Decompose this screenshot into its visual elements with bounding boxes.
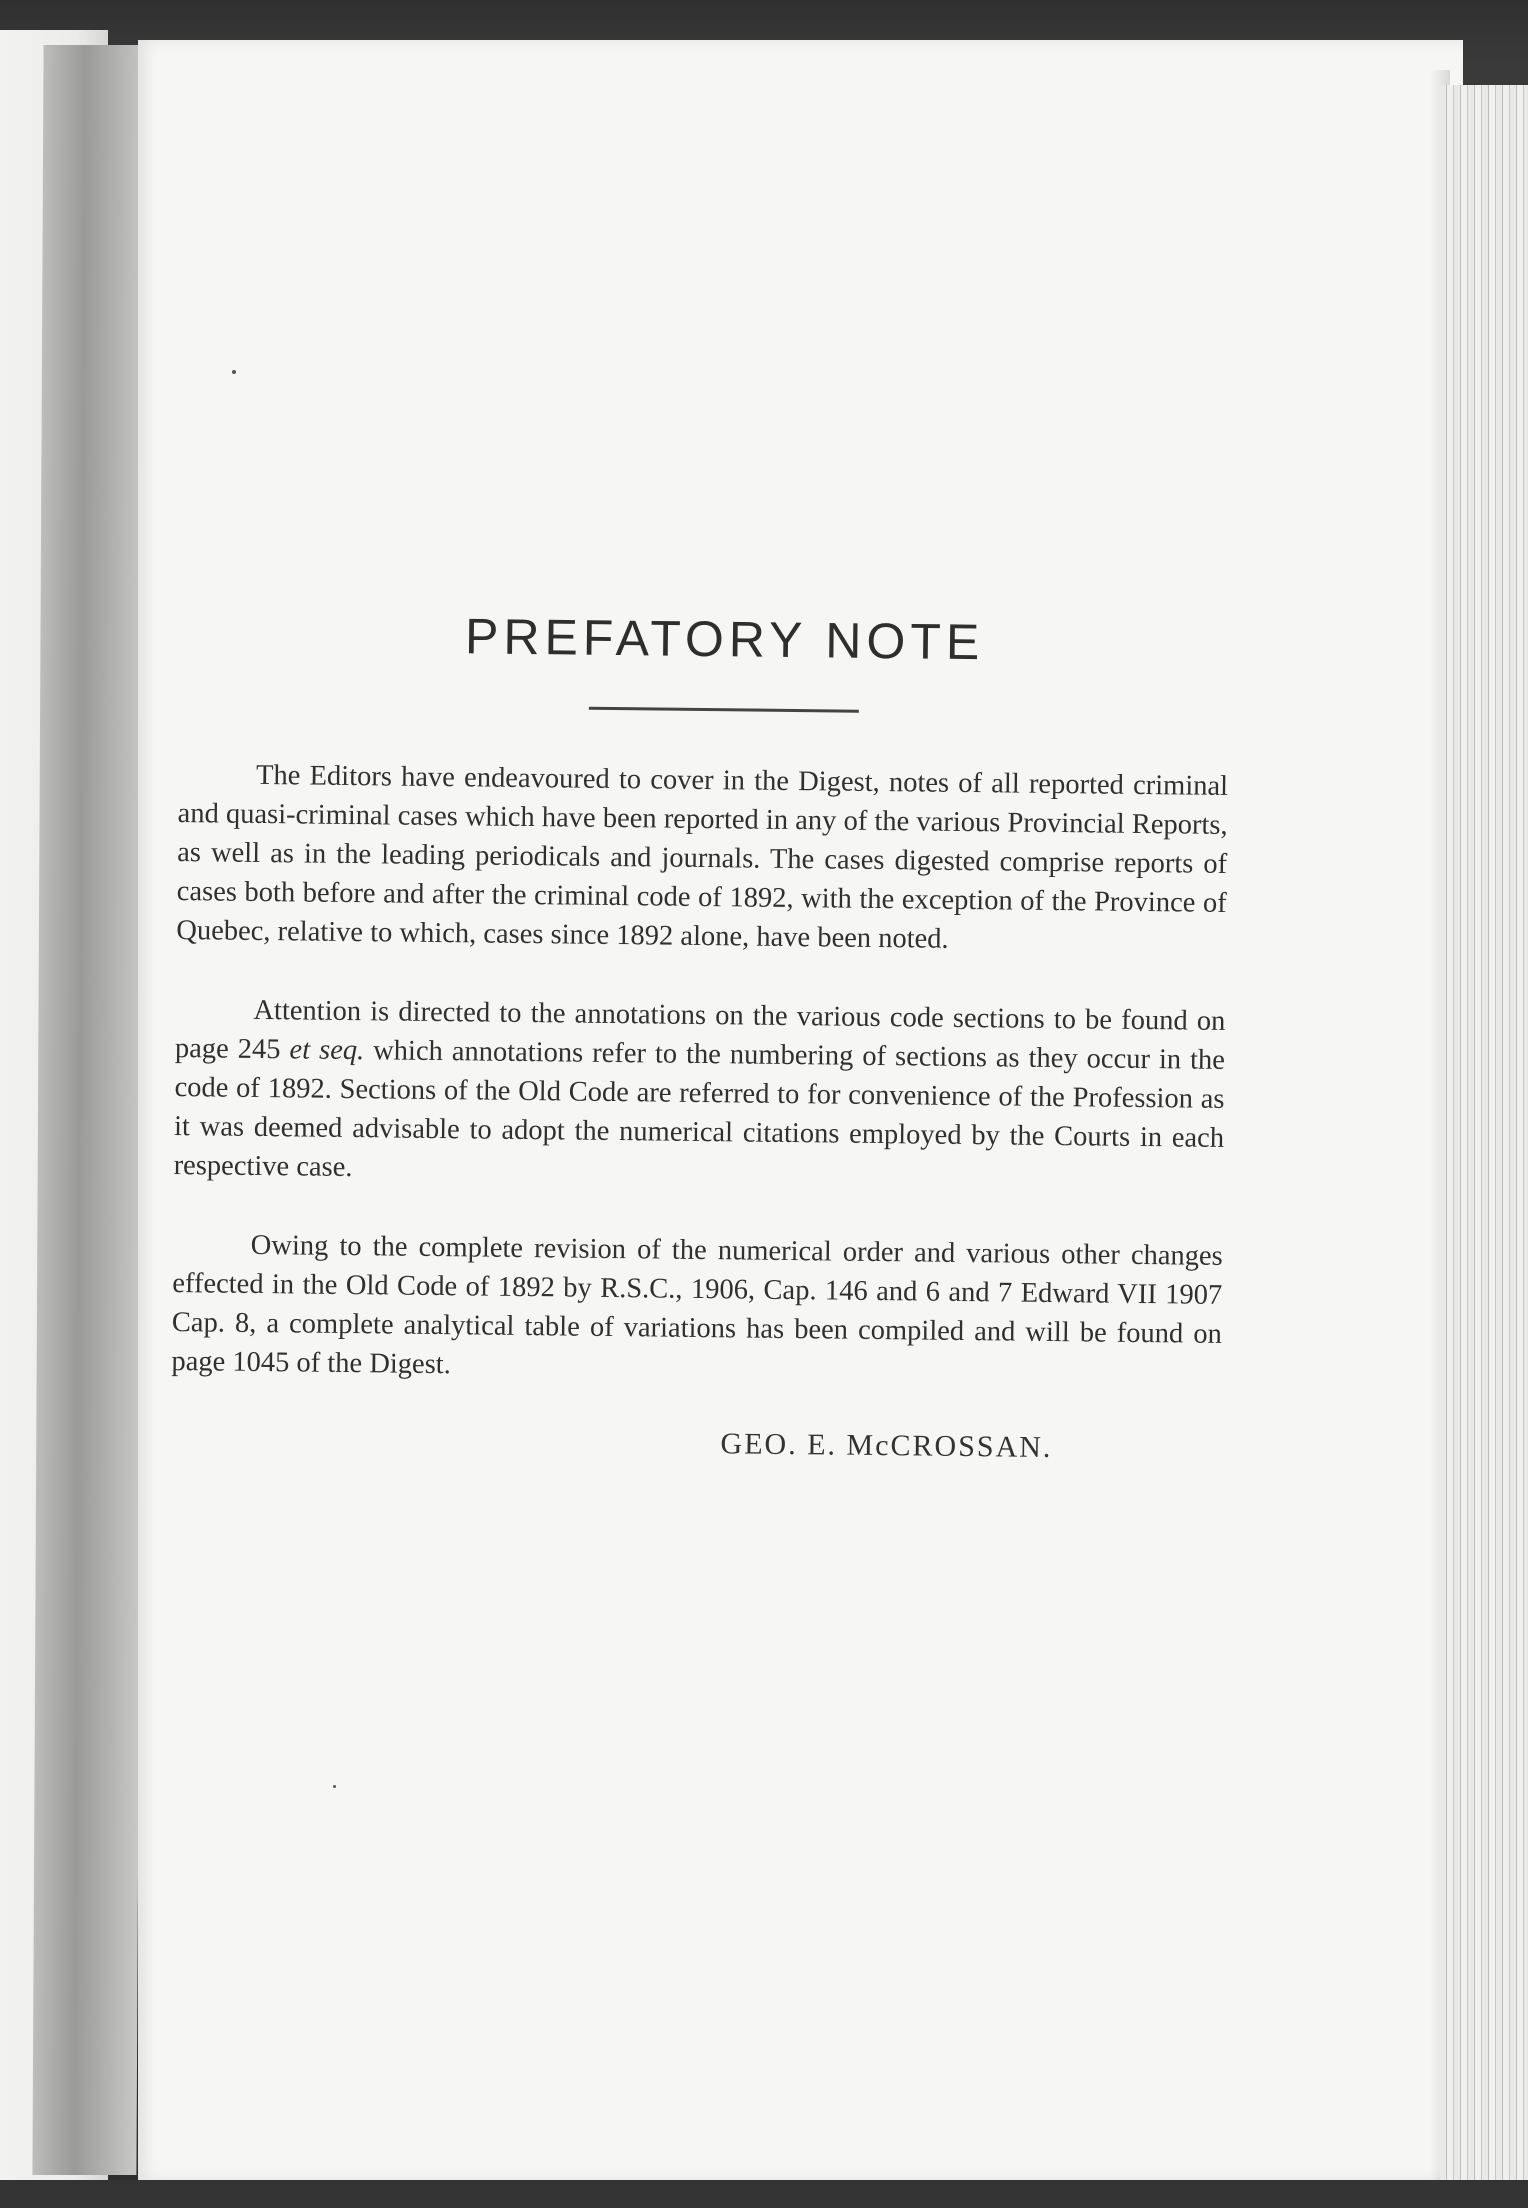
paragraph-revision: Owing to the complete revision of the numerical order and various other changes effected in the Old Code of 1892 by R.S.C., 1906, Cap. 146 and 6 and 7 Edward VII 1907 Cap. 8, a complete analytical table of variations has been compiled and will be found on page 1045 of the Digest. bbox=[171, 1229, 1223, 1381]
paragraph-annotations-italic: et seq. bbox=[289, 1034, 365, 1067]
dust-speck bbox=[232, 370, 236, 374]
title-rule bbox=[589, 707, 859, 713]
paragraph-annotations-start: Attention is directed to the annotations on the various code sections to be found on page 245 bbox=[174, 994, 1226, 1066]
paragraph-annotations bbox=[173, 990, 1225, 1197]
signature: GEO. E. McCROSSAN. bbox=[720, 1427, 1053, 1464]
paragraph-annotations-end: which annotations refer to the numbering of sections as they occur in the code of 1892. Sections of the Old Code are referred to for convenience of the Profession as it was deemed advisable to adopt the numerical citations employed by the Courts in each respective case. bbox=[173, 1035, 1226, 1184]
book-gutter bbox=[32, 45, 147, 2175]
page-content bbox=[170, 604, 1230, 1467]
page-title: PREFATORY NOTE bbox=[464, 608, 985, 671]
scan-bottom-edge bbox=[0, 2180, 1528, 2208]
dust-speck bbox=[333, 1785, 336, 1788]
paragraph-editors: The Editors have endeavoured to cover in the Digest, notes of all reported criminal and quasi-criminal cases which have been reported in any of the various Provincial Reports, as well as in the leading periodicals and journals. The cases digested comprise reports of cases both before and after the criminal code of 1892, with the exception of the Province of Quebec, relative to which, cases since 1892 alone, have been noted. bbox=[176, 759, 1229, 955]
page-stack-edge bbox=[1440, 85, 1528, 2195]
